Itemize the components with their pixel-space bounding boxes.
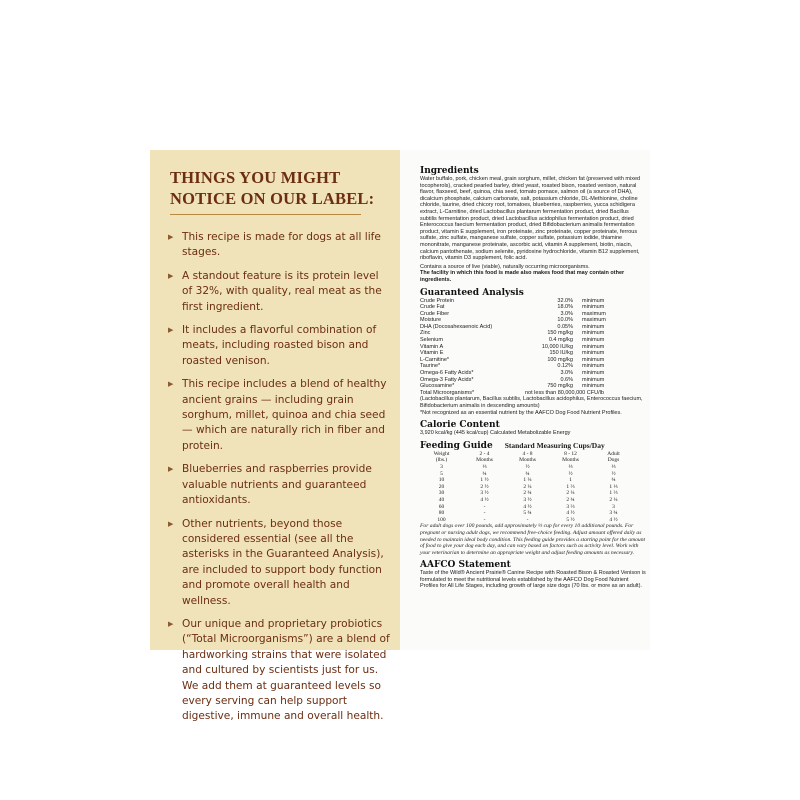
analysis-cell: Vitamin E <box>420 350 444 357</box>
feeding-cell: Months <box>519 457 536 464</box>
feeding-cell: 2 ½ <box>480 483 489 490</box>
label-highlights-panel <box>150 150 400 723</box>
list-item <box>166 377 391 454</box>
feeding-cell: 4 - 8 <box>522 450 533 457</box>
feeding-cell: Dogs <box>607 457 620 464</box>
feeding-cell: Adult <box>607 450 620 457</box>
feeding-cell: 1 ¼ <box>523 477 532 484</box>
analysis-cell: 0.6% <box>560 376 573 383</box>
feeding-cell: 3 <box>440 463 443 470</box>
feeding-cell: ¾ <box>525 470 530 477</box>
analysis-footnote: *Not recognized as an essential nutrient by the AAFCO Dog Food Nutrient Profiles. <box>420 409 622 416</box>
title-line: NOTICE ON OUR LABEL: <box>170 189 375 208</box>
analysis-row <box>420 344 606 351</box>
analysis-cell: Crude Fiber <box>420 310 450 317</box>
analysis-cell: Selenium <box>420 337 443 344</box>
analysis-row <box>420 350 606 357</box>
feeding-guide-section <box>420 441 646 557</box>
feeding-cell: - <box>483 516 486 523</box>
analysis-row <box>420 317 606 324</box>
analysis-cell: 18.0% <box>557 304 573 311</box>
analysis-cell: 32.0% <box>557 297 573 304</box>
feeding-cell: - <box>483 503 486 510</box>
feeding-row <box>420 490 635 497</box>
analysis-cell: 0.4 mg/kg <box>548 337 573 344</box>
feeding-cell: ⅓ <box>482 463 487 470</box>
feeding-cell: ¾ <box>482 470 487 477</box>
bullet-text: This recipe is made for dogs at all life stages. <box>182 231 381 259</box>
feeding-row <box>420 497 635 504</box>
feeding-row <box>420 477 635 484</box>
analysis-cell: 0.12% <box>557 363 573 370</box>
micro-value: not less than 80,000,000 CFU/lb <box>525 389 604 396</box>
analysis-row <box>420 298 606 305</box>
bullet-text: A standout feature is its protein level of 32%, with quality, real meat as the first ingredient. <box>182 269 382 313</box>
analysis-cell: minimum <box>582 337 605 344</box>
feeding-row <box>420 471 635 478</box>
feeding-cell: 2 ¼ <box>566 490 575 497</box>
feeding-cell: 4 ½ <box>480 496 489 503</box>
feeding-cell: 1 ⅓ <box>609 483 618 490</box>
bullet-text: Other nutrients, beyond those considered essential (see all the asterisks in the Guaranteed Analysis), are included to support body function and promote overall health and wellness. <box>182 517 384 607</box>
feeding-cell: 2 ¾ <box>523 490 532 497</box>
feeding-cell: - <box>483 510 486 517</box>
feeding-cell: 30 <box>438 490 445 497</box>
feeding-cell: ¾ <box>611 477 616 484</box>
analysis-cell: maximum <box>582 310 606 317</box>
feeding-cell: 20 <box>438 483 445 490</box>
feeding-cell: 5 ¾ <box>523 510 532 517</box>
feeding-row <box>420 451 635 458</box>
bullet-triangle-icon: ▶ <box>168 519 174 528</box>
calorie-text: 3,920 kcal/kg (445 kcal/cup) Calculated Metabolizable Energy <box>420 430 571 437</box>
bullet-text: Our unique and proprietary probiotics (“Total Microorganisms”) are a blend of hardworking strains that were isolated and cultured by scientists just for us. We add them at guaranteed levels so every serving can help support digestive, immune and overall health. <box>182 617 390 723</box>
analysis-cell: 10,000 IU/kg <box>541 343 573 350</box>
analysis-cell: 150 mg/kg <box>547 330 573 337</box>
analysis-cell: minimum <box>582 376 605 383</box>
feeding-row <box>420 457 635 464</box>
analysis-cell: 150 IU/kg <box>549 350 573 357</box>
bullet-text: This recipe includes a blend of healthy ancient grains — including grain sorghum, millet, quinoa and chia seed — which are naturally rich in fiber and protein. <box>182 378 387 452</box>
feeding-cell: ⅓ <box>611 463 616 470</box>
feeding-cell: - <box>526 516 529 523</box>
probiotic-note: Contains a source of live (viable), naturally occurring microorganisms. <box>420 263 590 270</box>
list-item <box>166 269 391 315</box>
feeding-cell: 3 ¾ <box>609 510 618 517</box>
feeding-cell: 1 ⅔ <box>609 490 618 497</box>
feeding-cell: ⅓ <box>568 463 573 470</box>
analysis-cell: 10.0% <box>557 317 573 324</box>
analysis-cell: Omega-3 Fatty Acids* <box>420 376 474 383</box>
analysis-row <box>420 363 606 370</box>
ingredients-section <box>420 166 646 284</box>
analysis-cell: Moisture <box>420 317 442 324</box>
calorie-heading: Calorie Content <box>420 420 500 431</box>
feeding-cell: 80 <box>438 510 445 517</box>
analysis-cell: 0.05% <box>557 323 573 330</box>
feeding-cell: 5 <box>440 470 443 477</box>
analysis-cell: minimum <box>582 356 605 363</box>
feeding-cell: 3 ½ <box>480 490 489 497</box>
bullet-triangle-icon: ▶ <box>168 465 174 474</box>
feeding-cell: 3 ½ <box>523 496 532 503</box>
analysis-cell: maximum <box>582 317 606 324</box>
analysis-cell: Glucosamine* <box>420 383 455 390</box>
feeding-cell: 2 ¼ <box>609 496 618 503</box>
analysis-row <box>420 330 606 337</box>
bullet-triangle-icon: ▶ <box>168 326 174 335</box>
list-item <box>166 230 391 261</box>
analysis-cell: minimum <box>582 363 605 370</box>
analysis-cell: 100 mg/kg <box>547 356 573 363</box>
feeding-cell: 4 ½ <box>523 503 532 510</box>
feeding-cell: ½ <box>568 470 573 477</box>
analysis-cell: Crude Protein <box>420 297 454 304</box>
feeding-cell: ½ <box>525 463 530 470</box>
analysis-cell: 750 mg/kg <box>547 383 573 390</box>
analysis-cell: Omega-6 Fatty Acids* <box>420 370 474 377</box>
analysis-cell: Crude Fat <box>420 304 445 311</box>
analysis-cell: minimum <box>582 383 605 390</box>
feeding-cell: (lbs.) <box>435 457 448 464</box>
feeding-cell: 1 ⅔ <box>566 483 575 490</box>
feeding-cell: 60 <box>438 503 445 510</box>
feeding-cell: 40 <box>438 496 445 503</box>
analysis-table <box>420 298 606 390</box>
divider <box>170 214 361 215</box>
feeding-cell: 100 <box>437 516 446 523</box>
feeding-cell: 5 ½ <box>566 516 575 523</box>
feeding-cell: 4 ½ <box>609 516 618 523</box>
calorie-section <box>420 420 646 437</box>
analysis-cell: Zinc <box>420 330 431 337</box>
analysis-cell: minimum <box>582 370 605 377</box>
bullet-triangle-icon: ▶ <box>168 233 174 241</box>
analysis-row <box>420 377 606 384</box>
feeding-cell: 1 <box>569 477 572 484</box>
feeding-cell: 8 - 12 <box>564 450 577 457</box>
bullet-triangle-icon: ▶ <box>168 619 174 628</box>
aafco-heading: AAFCO Statement <box>420 560 511 571</box>
feeding-cell: 2 ¾ <box>566 496 575 503</box>
facility-warning: The facility in which this food is made also makes food that may contain other ingredients. <box>420 270 625 283</box>
feeding-cell: 3 ⅔ <box>566 503 575 510</box>
list-item <box>166 517 391 609</box>
feeding-subtitle: Standard Measuring Cups/Day <box>504 440 605 450</box>
feeding-cell: 3 <box>612 503 615 510</box>
analysis-cell: L-Carnitine* <box>420 356 450 363</box>
micro-name: Total Microorganisms* <box>420 389 475 396</box>
analysis-row <box>420 337 606 344</box>
analysis-row <box>420 357 606 364</box>
analysis-cell: 3.0% <box>560 310 573 317</box>
feeding-cell: 1 ½ <box>480 477 489 484</box>
feeding-cell: ½ <box>611 470 616 477</box>
list-item <box>166 617 391 725</box>
feeding-cell: 10 <box>438 477 445 484</box>
feeding-note: For adult dogs over 100 pounds, add approximately ⅓ cup for every 10 additional pounds. For pregnant or nursing adult dogs, we recommend free-choice feeding. Adjust amount offered daily as needed to maintain ideal body condition. This feeding guide provides a starting point for the amount of food to give your dog each day, and can vary based on factors such as activity level. Work with your veterinarian to determine an appropriate weight and adjust feeding amounts as necessary. <box>420 523 646 556</box>
analysis-cell: Taurine* <box>420 363 441 370</box>
guaranteed-analysis-section <box>420 288 646 417</box>
analysis-cell: minimum <box>582 330 605 337</box>
analysis-cell: 3.0% <box>560 370 573 377</box>
title-line: THINGS YOU MIGHT <box>170 168 341 187</box>
feeding-cell: 2 ¼ <box>523 483 532 490</box>
feeding-cell: 4 ½ <box>566 510 575 517</box>
analysis-row <box>420 383 606 390</box>
bullet-text: Blueberries and raspberries provide valuable nutrients and guaranteed antioxidants. <box>182 463 372 507</box>
feeding-row <box>420 464 635 471</box>
feeding-cell: Weight <box>433 450 450 457</box>
highlights-list <box>166 230 391 733</box>
analysis-cell: minimum <box>582 297 605 304</box>
analysis-heading: Guaranteed Analysis <box>420 287 524 298</box>
feeding-cell: Months <box>476 457 493 464</box>
analysis-cell: minimum <box>582 350 605 357</box>
analysis-cell: DHA (Docosahexaenoic Acid) <box>420 323 493 330</box>
analysis-row <box>420 304 606 311</box>
aafco-section <box>420 560 646 590</box>
ingredients-heading: Ingredients <box>420 166 479 176</box>
analysis-row <box>420 324 606 331</box>
feeding-heading: Feeding Guide <box>420 440 493 451</box>
feeding-row <box>420 510 635 517</box>
bullet-triangle-icon: ▶ <box>168 380 174 389</box>
analysis-cell: minimum <box>582 343 605 350</box>
bullet-triangle-icon: ▶ <box>168 271 174 280</box>
nutrition-label <box>400 150 650 650</box>
analysis-row <box>420 311 606 318</box>
analysis-row <box>420 370 606 377</box>
analysis-cell: minimum <box>582 304 605 311</box>
list-item <box>166 323 391 369</box>
panel-title <box>170 167 374 209</box>
aafco-text: Taste of the Wild® Ancient Prairie® Canine Recipe with Roasted Bison & Roasted Venison is formulated to meet the nutritional levels established by the AAFCO Dog Food Nutrient Profiles for All Life Stages, including growth of large size dogs (70 lbs. or more as an adult). <box>420 570 646 590</box>
bullet-text: It includes a flavorful combination of meats, including roasted bison and roasted venison. <box>182 324 377 367</box>
micro-detail: (Lactobacillus plantarum, Bacillus subtilis, Lactobacillus acidophilus, Enterococcus faecium, Bifidobacterium animalis in descending amounts) <box>420 396 643 409</box>
feeding-cell: 2 - 4 <box>479 450 490 457</box>
feeding-table <box>420 451 635 524</box>
list-item <box>166 462 391 508</box>
analysis-cell: minimum <box>582 323 605 330</box>
ingredients-text: Water buffalo, pork, chicken meal, grain sorghum, millet, chicken fat (preserved with mixed tocopherols), cracked pearled barley, dried yeast, roasted bison, roasted venison, natural flavor, flaxseed, beef, quinoa, chia seed, tomato pomace, salmon oil (a source of DHA), dicalcium phosphate, calcium carbonate, salt, potassium chloride, DL-Methionine, choline chloride, taurine, dried chicory root, tomatoes, blueberries, raspberries, yucca schidigera extract, L-Carnitine, dried Lactobacillus plantarum fermentation product, dried Bacillus subtilis fermentation product, dried Lactobacillus acidophilus fermentation product, dried Enterococcus faecium fermentation product, dried Bifidobacterium animalis fermentation product, vitamin E supplement, iron proteinate, zinc proteinate, copper proteinate, ferrous sulfate, zinc sulfate, manganese sulfate, copper sulfate, potassium iodide, thiamine mononitrate, manganese proteinate, ascorbic acid, vitamin A supplement, biotin, niacin, calcium pantothenate, sodium selenite, pyridoxine hydrochloride, vitamin B12 supplement, riboflavin, vitamin D3 supplement, folic acid. <box>420 176 641 262</box>
feeding-cell: Months <box>562 457 579 464</box>
analysis-cell: Vitamin A <box>420 343 444 350</box>
